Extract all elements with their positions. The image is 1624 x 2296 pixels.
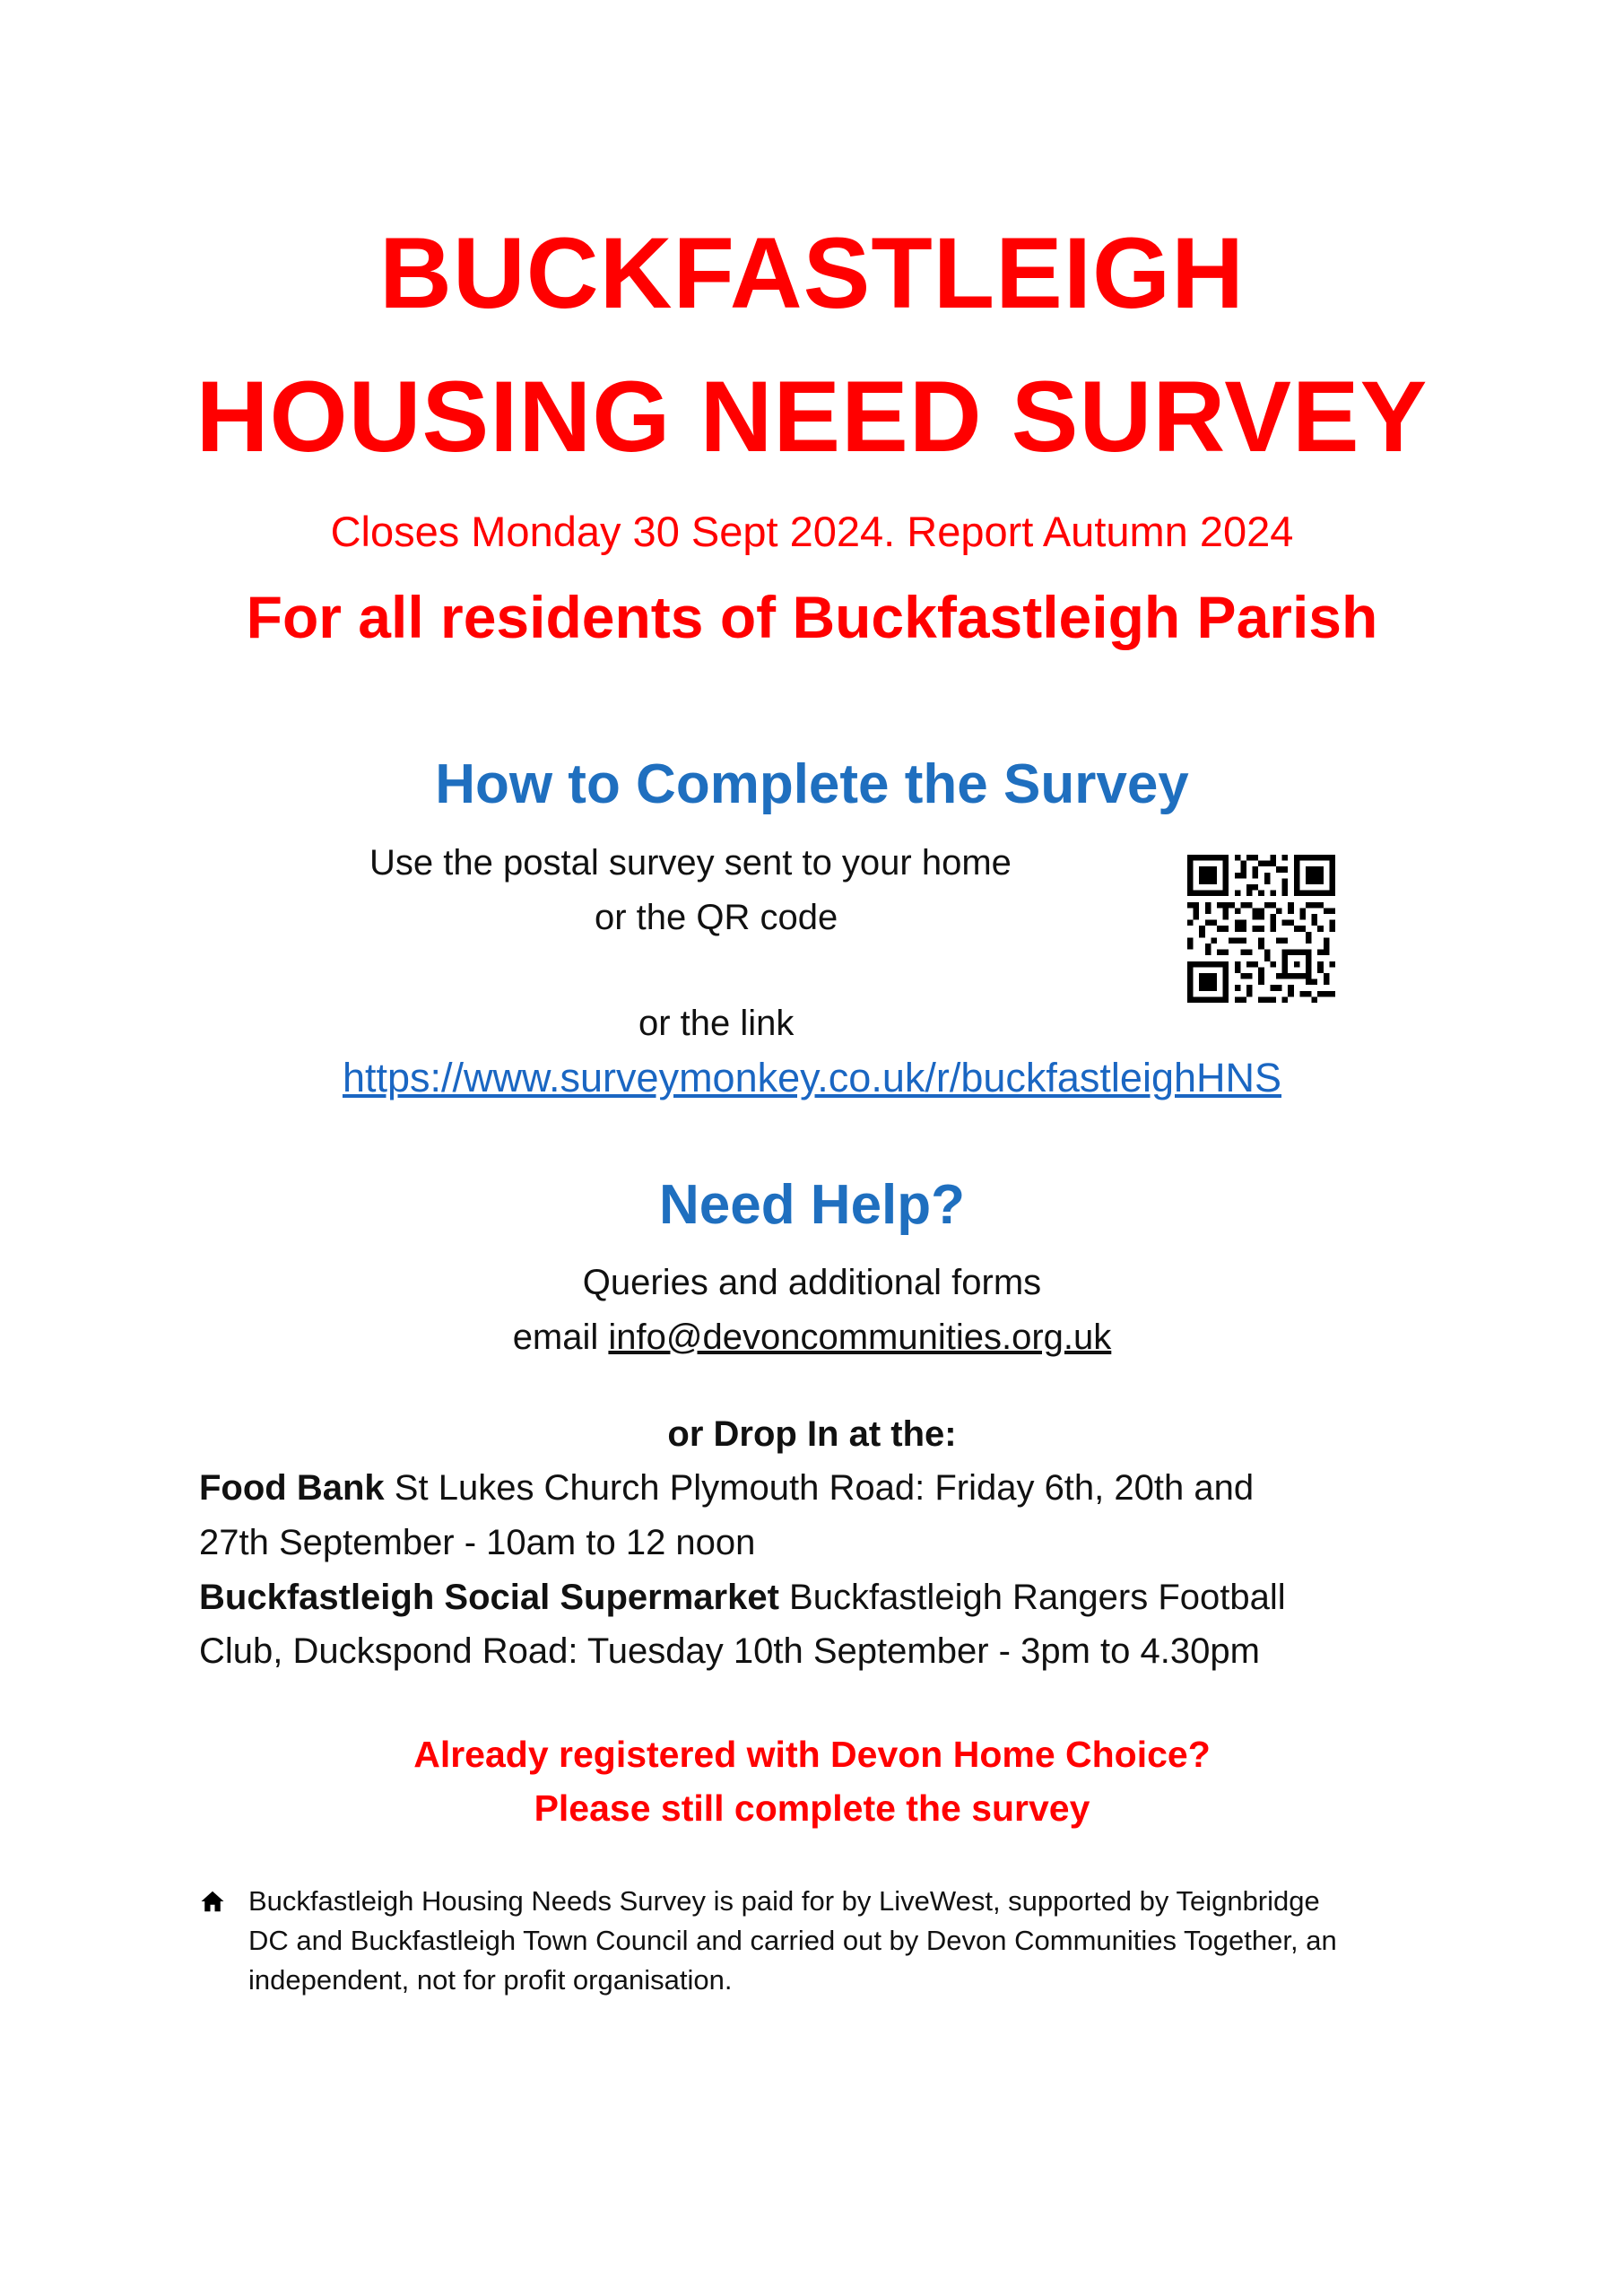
need-help-heading: Need Help? <box>658 1174 966 1236</box>
footnote-line-2: DC and Buckfastleigh Town Council and carried out by Devon Communities Together, an <box>248 1925 1337 1956</box>
supermarket-line-2: Club, Duckspond Road: Tuesday 10th September - 3pm to 4.30pm <box>199 1631 1260 1671</box>
qr-code-icon[interactable] <box>1187 855 1335 1003</box>
survey-link[interactable]: https://www.surveymonkey.co.uk/r/buckfastleighHNS <box>342 1055 1282 1100</box>
title-line-2: HOUSING NEED SURVEY <box>195 361 1429 473</box>
email-link[interactable]: info@devoncommunities.org.uk <box>608 1318 1112 1357</box>
notice-line-1: Already registered with Devon Home Choice? <box>413 1734 1211 1775</box>
footnote-line-3: independent, not for profit organisation. <box>248 1964 733 1996</box>
tagline: For all residents of Buckfastleigh Parish <box>246 584 1378 650</box>
drop-in-heading: or Drop In at the: <box>667 1414 957 1454</box>
how-to-line-3: or the link <box>638 1004 795 1043</box>
food-bank-label: Food Bank <box>199 1468 385 1508</box>
help-email-line <box>0 1310 1624 1364</box>
notice-line-2: Please still complete the survey <box>534 1787 1090 1829</box>
food-bank-line-1 <box>199 1461 1254 1515</box>
subtitle: Closes Monday 30 Sept 2024. Report Autumn 2024 <box>330 508 1294 555</box>
how-to-line-2: or the QR code <box>595 898 838 937</box>
supermarket-line-1 <box>199 1570 1286 1624</box>
how-to-heading: How to Complete the Survey <box>435 753 1189 815</box>
title-line-1: BUCKFASTLEIGH <box>379 217 1245 329</box>
supermarket-label: Buckfastleigh Social Supermarket <box>199 1578 779 1617</box>
food-bank-line-2: 27th September - 10am to 12 noon <box>199 1523 756 1562</box>
supermarket-text-1: Buckfastleigh Rangers Football <box>789 1578 1286 1617</box>
food-bank-text-1: St Lukes Church Plymouth Road: Friday 6th, 20th and <box>394 1468 1255 1508</box>
how-to-line-1: Use the postal survey sent to your home <box>369 843 1012 883</box>
help-line-1: Queries and additional forms <box>582 1263 1042 1302</box>
home-icon <box>199 1888 226 1915</box>
footnote-line-1: Buckfastleigh Housing Needs Survey is paid for by LiveWest, supported by Teignbridge <box>248 1885 1320 1917</box>
email-prefix: email <box>512 1318 599 1357</box>
